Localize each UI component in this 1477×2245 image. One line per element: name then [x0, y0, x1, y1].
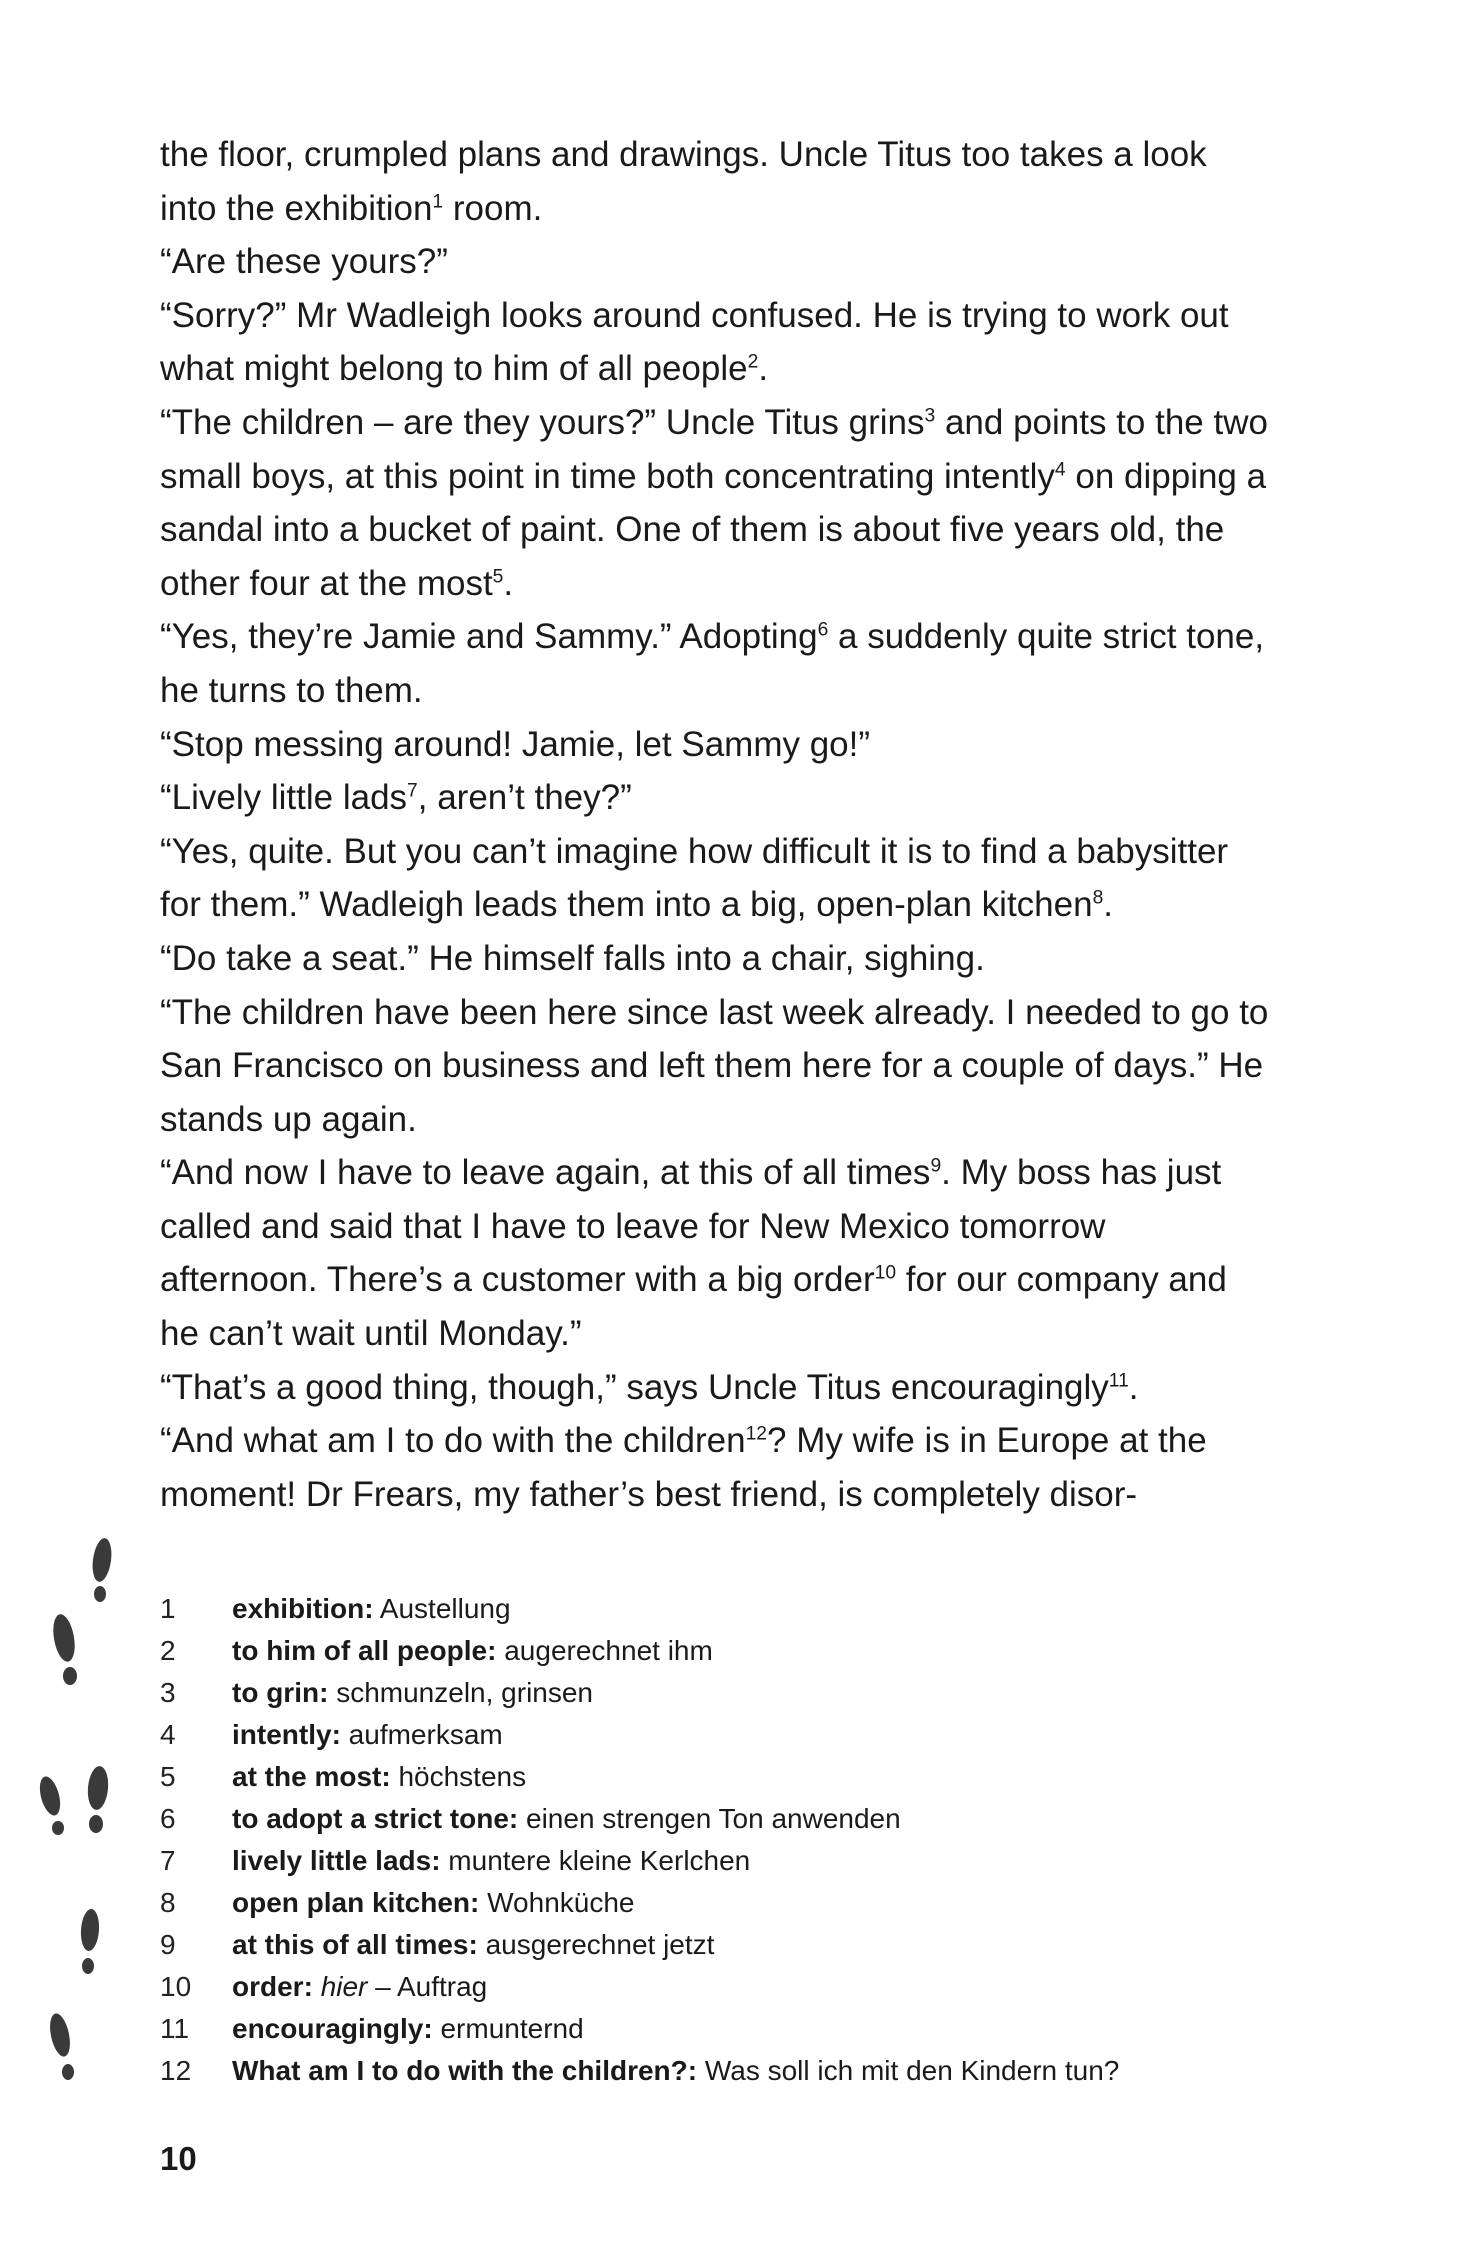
- footnote-colon: :: [423, 2013, 433, 2044]
- footnote-colon: :: [331, 1719, 341, 1750]
- text-segment: , aren’t they?”: [417, 778, 632, 818]
- footnote-item: [160, 1882, 1280, 1924]
- footnote-number: 10: [160, 1971, 192, 2002]
- text-segment: .: [1128, 1367, 1139, 1407]
- footnote-number: 7: [160, 1845, 176, 1876]
- footnote-text: [232, 1672, 593, 1714]
- text-segment: a suddenly quite strict tone, he turns to them.: [160, 617, 1265, 710]
- text-segment: “That’s a good thing, though,” says Uncle Titus encouragingly: [160, 1367, 1109, 1407]
- text-segment: the floor, crumpled plans and drawings. Uncle Titus too takes a look into the exhibition: [160, 135, 1207, 228]
- footnote-definition: ausgerechnet jetzt: [477, 1929, 715, 1960]
- footnote-item: [160, 1966, 1280, 2008]
- footnote-colon: :: [687, 2055, 698, 2086]
- text-segment: on dipping a sandal into a bucket of paint. One of them is about five years old, the other four at the most: [160, 456, 1267, 603]
- footnote-text: [232, 1630, 713, 1672]
- paragraph: [160, 825, 1270, 932]
- footnote-item: [160, 1714, 1280, 1756]
- footnote-item: [160, 1630, 1280, 1672]
- page-number: 10: [160, 2140, 197, 2177]
- text-segment: “And what am I to do with the children: [160, 1421, 746, 1461]
- footnote-item: [160, 1840, 1280, 1882]
- footnote-definition: muntere kleine Kerlchen: [440, 1845, 751, 1876]
- text-segment: “And now I have to leave again, at this of all times: [160, 1153, 931, 1193]
- footnote-item: [160, 1588, 1280, 1630]
- footnote-text: [232, 1756, 526, 1798]
- footnote-colon: :: [487, 1635, 497, 1666]
- footnote-item: [160, 1798, 1280, 1840]
- footnote-marker: 2: [747, 351, 759, 373]
- footnote-colon: :: [319, 1677, 329, 1708]
- footnote-text: [232, 2008, 584, 2050]
- paragraph: [160, 771, 1270, 825]
- footnote-term: exhibition: [232, 1593, 365, 1624]
- footnote-term: open plan kitchen: [232, 1887, 471, 1918]
- footnote-text: [232, 1924, 714, 1966]
- footnote-colon: :: [431, 1845, 441, 1876]
- footnote-definition: – Auftrag: [367, 1971, 488, 2002]
- paragraph: [160, 1414, 1270, 1521]
- footnote-text: [232, 1840, 750, 1882]
- paragraph: [160, 718, 1270, 772]
- footnote-marker: 3: [924, 405, 936, 427]
- paragraph: [160, 235, 1270, 289]
- footnote-text: [232, 1966, 487, 2008]
- footnote-marker: 1: [432, 191, 444, 213]
- footnote-marker: 9: [930, 1155, 942, 1177]
- footnote-marker: 6: [817, 619, 829, 641]
- footnote-definition: Austellung: [373, 1593, 511, 1624]
- footnote-marker: 7: [407, 780, 418, 802]
- footnote-text: [232, 1798, 901, 1840]
- text-segment: room.: [443, 188, 543, 228]
- footnote-colon: :: [470, 1887, 480, 1918]
- footnote-qualifier: hier: [320, 1971, 368, 2002]
- footnote-definition: ermunternd: [432, 2013, 584, 2044]
- footnote-item: [160, 2008, 1280, 2050]
- footnote-term: intently: [232, 1719, 332, 1750]
- footnote-text: [232, 1588, 511, 1630]
- footnote-item: [160, 1672, 1280, 1714]
- footnote-term: encouragingly: [232, 2013, 424, 2044]
- footnote-term: to adopt a strict tone: [232, 1803, 509, 1834]
- footnote-marker: 12: [745, 1423, 768, 1445]
- main-text: [160, 128, 1270, 1521]
- footnote-item: [160, 1756, 1280, 1798]
- footnote-number: 8: [160, 1887, 176, 1918]
- paragraph: [160, 289, 1270, 396]
- footnote-term: order: [232, 1971, 304, 2002]
- footnote-definition: augerechnet ihm: [496, 1635, 713, 1666]
- text-segment: “Stop messing around! Jamie, let Sammy go!”: [160, 724, 871, 764]
- footnote-number: 5: [160, 1761, 176, 1792]
- footnote-definition: aufmerksam: [340, 1719, 503, 1750]
- text-segment: .: [758, 349, 769, 389]
- footnote-number: 6: [160, 1803, 176, 1834]
- footnote-marker: 10: [874, 1262, 897, 1284]
- paragraph: [160, 396, 1270, 610]
- footnote-text: [232, 1714, 503, 1756]
- footnote-colon: :: [508, 1803, 519, 1834]
- footnote-colon: :: [364, 1593, 374, 1624]
- footnotes: [160, 1588, 1280, 2092]
- text-segment: .: [503, 563, 514, 603]
- paragraph: [160, 1146, 1270, 1360]
- text-segment: .: [1103, 885, 1114, 925]
- text-segment: “The children – are they yours?” Uncle Titus grins: [160, 402, 925, 442]
- footnote-number: 1: [160, 1593, 176, 1624]
- paragraph: [160, 932, 1270, 986]
- footnote-number: 9: [160, 1929, 176, 1960]
- footnote-item: [160, 2050, 1280, 2092]
- paragraph: [160, 986, 1270, 1147]
- footnote-text: [232, 2050, 1119, 2092]
- footnote-text: [232, 1882, 635, 1924]
- footnote-number: 2: [160, 1635, 176, 1666]
- footnote-number: 11: [160, 2013, 190, 2044]
- text-segment: ? My wife is in Europe at the moment! Dr Frears, my father’s best friend, is completely disor-: [160, 1421, 1207, 1514]
- text-segment: . My boss has just called and said that I have to leave for New Mexico tomorrow afternoon. There’s a customer with a big order: [160, 1153, 1222, 1300]
- paragraph: [160, 610, 1270, 717]
- footnote-term: to him of all people: [232, 1635, 488, 1666]
- footnote-term: What am I to do with the children?: [232, 2055, 688, 2086]
- footnote-item: [160, 1924, 1280, 1966]
- text-segment: “Yes, they’re Jamie and Sammy.” Adopting: [160, 617, 818, 657]
- footnote-colon: :: [303, 1971, 313, 2002]
- paragraph: [160, 128, 1270, 235]
- footnote-colon: :: [468, 1929, 478, 1960]
- text-segment: “Lively little lads: [160, 778, 408, 818]
- footnote-definition: höchstens: [390, 1761, 527, 1792]
- footnote-definition: einen strengen Ton anwenden: [518, 1803, 901, 1834]
- footnote-number: 3: [160, 1677, 176, 1708]
- footprints-icon: [30, 1530, 140, 2100]
- footnote-term: to grin: [232, 1677, 320, 1708]
- footnote-definition: Was soll ich mit den Kindern tun?: [697, 2055, 1120, 2086]
- footnote-number: 12: [160, 2055, 192, 2086]
- text-segment: and points to the two small boys, at this point in time both concentrating intently: [160, 402, 1268, 496]
- text-segment: “Do take a seat.” He himself falls into a chair, sighing.: [160, 938, 985, 978]
- footnote-marker: 4: [1054, 459, 1066, 481]
- footnote-marker: 5: [492, 566, 504, 588]
- footnote-term: at this of all times: [232, 1929, 469, 1960]
- text-segment: for our company and he can’t wait until Monday.”: [160, 1260, 1227, 1354]
- footnote-definition: schmunzeln, grinsen: [328, 1677, 593, 1708]
- text-segment: “The children have been here since last week already. I needed to go to San Francisco on business and left them here for a couple of days.” He stands up again.: [160, 992, 1269, 1139]
- footnote-marker: 8: [1092, 887, 1104, 909]
- text-segment: “Yes, quite. But you can’t imagine how difficult it is to find a babysitter for them.” Wadleigh leads them into a big, open-plan kitchen: [160, 831, 1229, 925]
- text-segment: “Are these yours?”: [160, 242, 448, 282]
- footnote-term: at the most: [232, 1761, 382, 1792]
- footnote-definition: Wohnküche: [479, 1887, 635, 1918]
- paragraph: [160, 1361, 1270, 1415]
- footnote-term: lively little lads: [232, 1845, 432, 1876]
- footnote-number: 4: [160, 1719, 176, 1750]
- footnote-marker: 11: [1108, 1370, 1129, 1392]
- text-segment: “Sorry?” Mr Wadleigh looks around confused. He is trying to work out what might belong to him of all people: [160, 295, 1229, 389]
- footnote-colon: :: [381, 1761, 391, 1792]
